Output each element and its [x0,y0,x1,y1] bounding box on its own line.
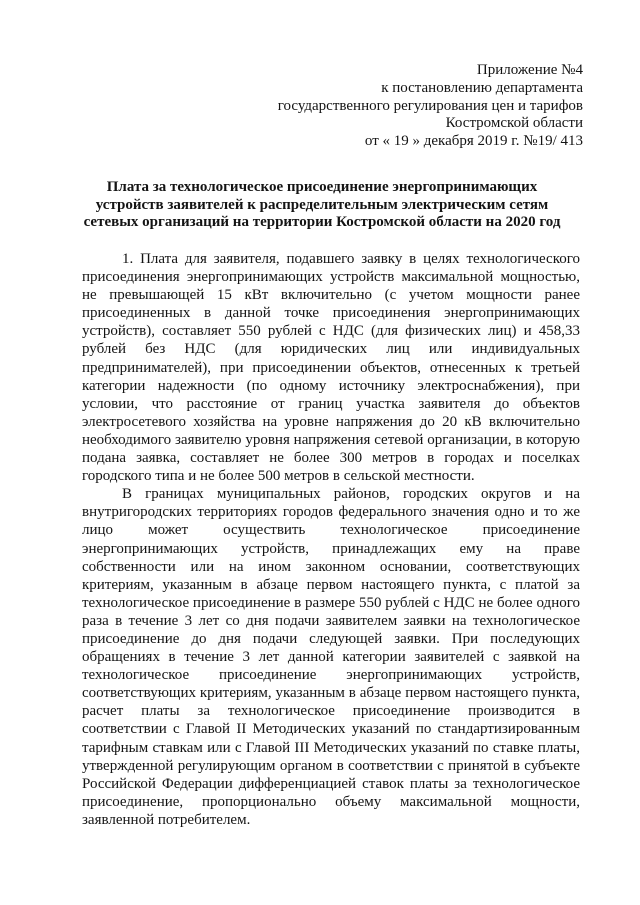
appendix-header [253,62,583,151]
document-body [82,250,580,829]
appendix-region: Костромской области [445,115,583,132]
appendix-date: от « 19 » декабря 2019 г. №19/ 413 [364,133,583,150]
appendix-department: государственного регулирования цен и тарифов [277,97,583,114]
appendix-resolution: к постановлению департамента [381,79,583,96]
document-title: Плата за технологическое присоединение энергопринимающих устройств заявителей к распределительным электрическим сетям сетевых организаций на территории Костромской области на 2020 год [83,179,561,231]
paragraph-2: В границах муниципальных районов, городских округов и на внутригородских территориях городов федерального значения одно и то же лицо может осуществить технологическое присоединение энергопринимающих устройств, принадлежащих ему на праве собственности или на ином законном основании, соответствующих критериям, указанным в абзаце первом настоящего пункта, с платой за технологическое присоединение в размере 550 рублей с НДС не более одного раза в течение 3 лет со дня подачи заявителем заявки на технологическое присоединение до дня подачи следующей заявки. При последующих обращениях в течение 3 лет данной категории заявителей с заявкой на технологическое присоединение энергопринимающих устройств, соответствующих критериям, указанным в абзаце первом настоящего пункта, расчет платы за технологическое присоединение производится в соответствии с Главой II Методических указаний по стандартизированным тарифным ставкам или с Главой III Методических указаний по ставке платы, утвержденной регулирующим органом в соответствии с принятой в субъекте Российской Федерации дифференциацией ставок платы за технологическое присоединение, пропорционально объему максимальной мощности, заявленной потребителем. [82,486,580,828]
paragraph-1: 1. Плата для заявителя, подавшего заявку в целях технологического присоединения энергопринимающих устройств максимальной мощностью, не превышающей 15 кВт включительно (с учетом мощности ранее присоединенных в данной точке присоединения энергопринимающих устройств), составляет 550 рублей с НДС (для физических лиц) и 458,33 рублей без НДС (для юридических лиц или индивидуальных предпринимателей), при присоединении объектов, отнесенных к третьей категории надежности (по одному источнику электроснабжения), при условии, что расстояние от границ участка заявителя до объектов электросетевого хозяйства на уровне напряжения до 20 кВ включительно необходимого заявителю уровня напряжения сетевой организации, в которую подана заявка, составляет не более 300 метров в городах и поселках городского типа и не более 500 метров в сельской местности. [82,251,580,485]
appendix-number: Приложение №4 [476,62,583,78]
